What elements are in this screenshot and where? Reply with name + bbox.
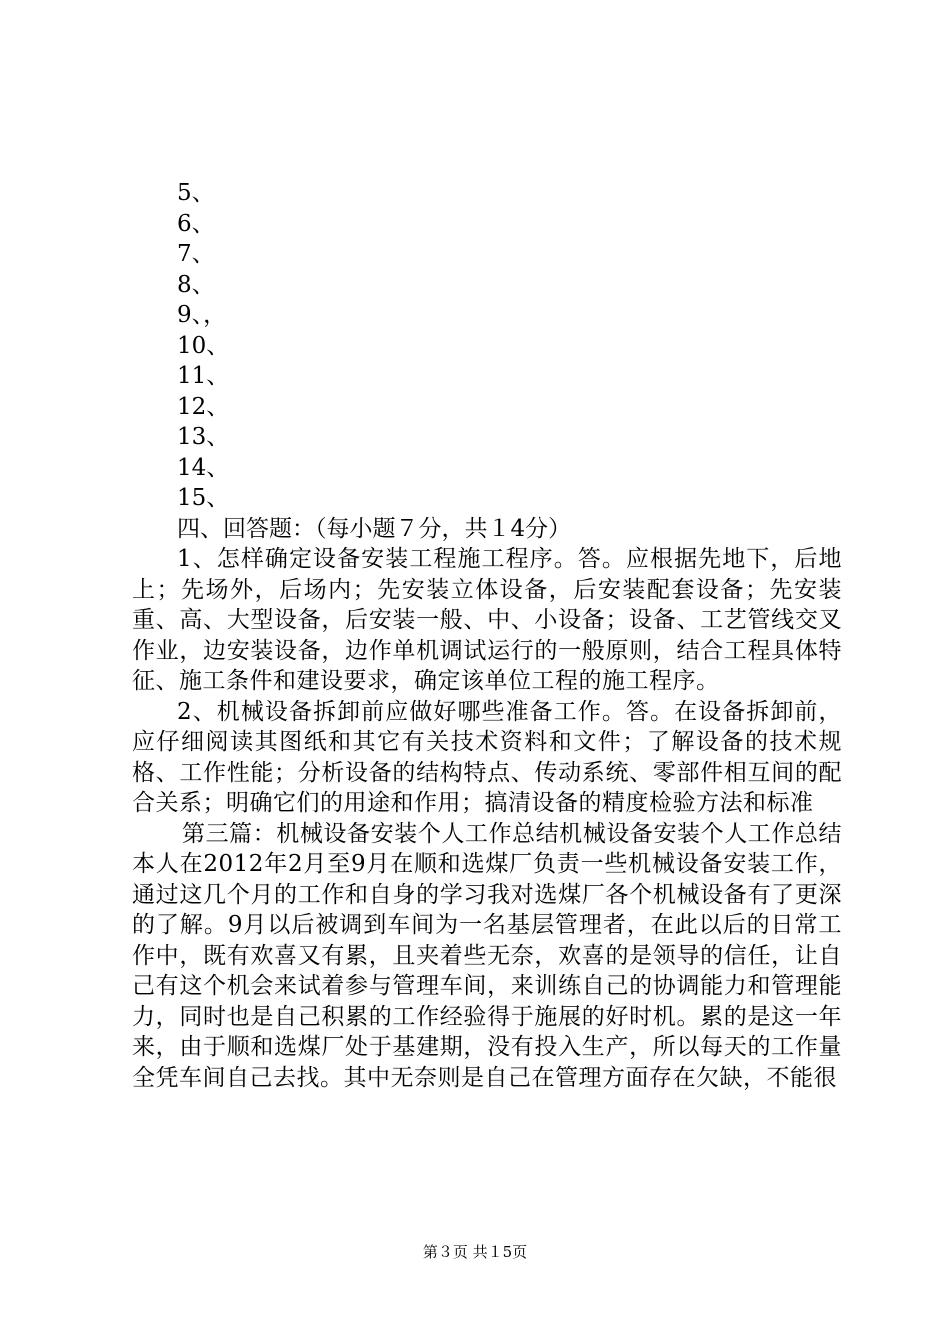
page-body	[132, 178, 842, 1093]
list-item: 11、	[177, 363, 230, 389]
section-heading: 四、回答题：（每小题７分，共１4分）	[177, 515, 572, 542]
list-item: 13、	[177, 424, 230, 450]
paragraph-question-2: 2、机械设备拆卸前应做好哪些准备工作。答。在设备拆卸前，应仔细阅读其图纸和其它有关技术资料和文件；了解设备的技术规格、工作性能；分析设备的结构特点、传动系统、零部件相互间的配合关系；明确它们的用途和作用；搞清设备的精度检验方法和标准	[132, 698, 842, 816]
numbered-answer-list	[132, 178, 842, 514]
list-item: 9、，	[177, 302, 227, 328]
list-item: 14、	[177, 454, 230, 481]
list-item: 12、	[177, 393, 230, 420]
page-footer: 第３页 共１5页	[422, 1243, 528, 1261]
paragraph-question-1: 1、怎样确定设备安装工程施工程序。答。应根据先地下，后地上；先场外，后场内；先安装立体设备，后安装配套设备；先安装重、高、大型设备，后安装一般、中、小设备；设备、工艺管线交叉作业，边安装设备，边作单机调试运行的一般原则，结合工程具体特征、施工条件和建设要求，确定该单位工程的施工程序。	[132, 546, 842, 694]
list-item: 6、	[177, 210, 215, 237]
list-item: 15、	[177, 485, 230, 511]
list-item: 5、	[177, 180, 215, 206]
list-item: 7、	[177, 241, 215, 267]
list-item: 8、	[177, 271, 215, 298]
paragraph-part-three: 第三篇：机械设备安装个人工作总结机械设备安装个人工作总结本人在2012年2月至9月在顺和选煤厂负责一些机械设备安装工作，通过这几个月的工作和自身的学习我对选煤厂各个机械设备有了更深的了解。9月以后被调到车间为一名基层管理者，在此以后的日常工作中，既有欢喜又有累，且夹着些无奈，欢喜的是领导的信任，让自己有这个机会来试着参与管理车间，来训练自己的协调能力和管理能力，同时也是自己积累的工作经验得于施展的好时机。累的是这一年来，由于顺和选煤厂处于基建期，没有投入生产，所以每天的工作量全凭车间自己去找。其中无奈则是自己在管理方面存在欠缺，不能很	[132, 820, 842, 1091]
list-item: 10、	[177, 332, 230, 359]
